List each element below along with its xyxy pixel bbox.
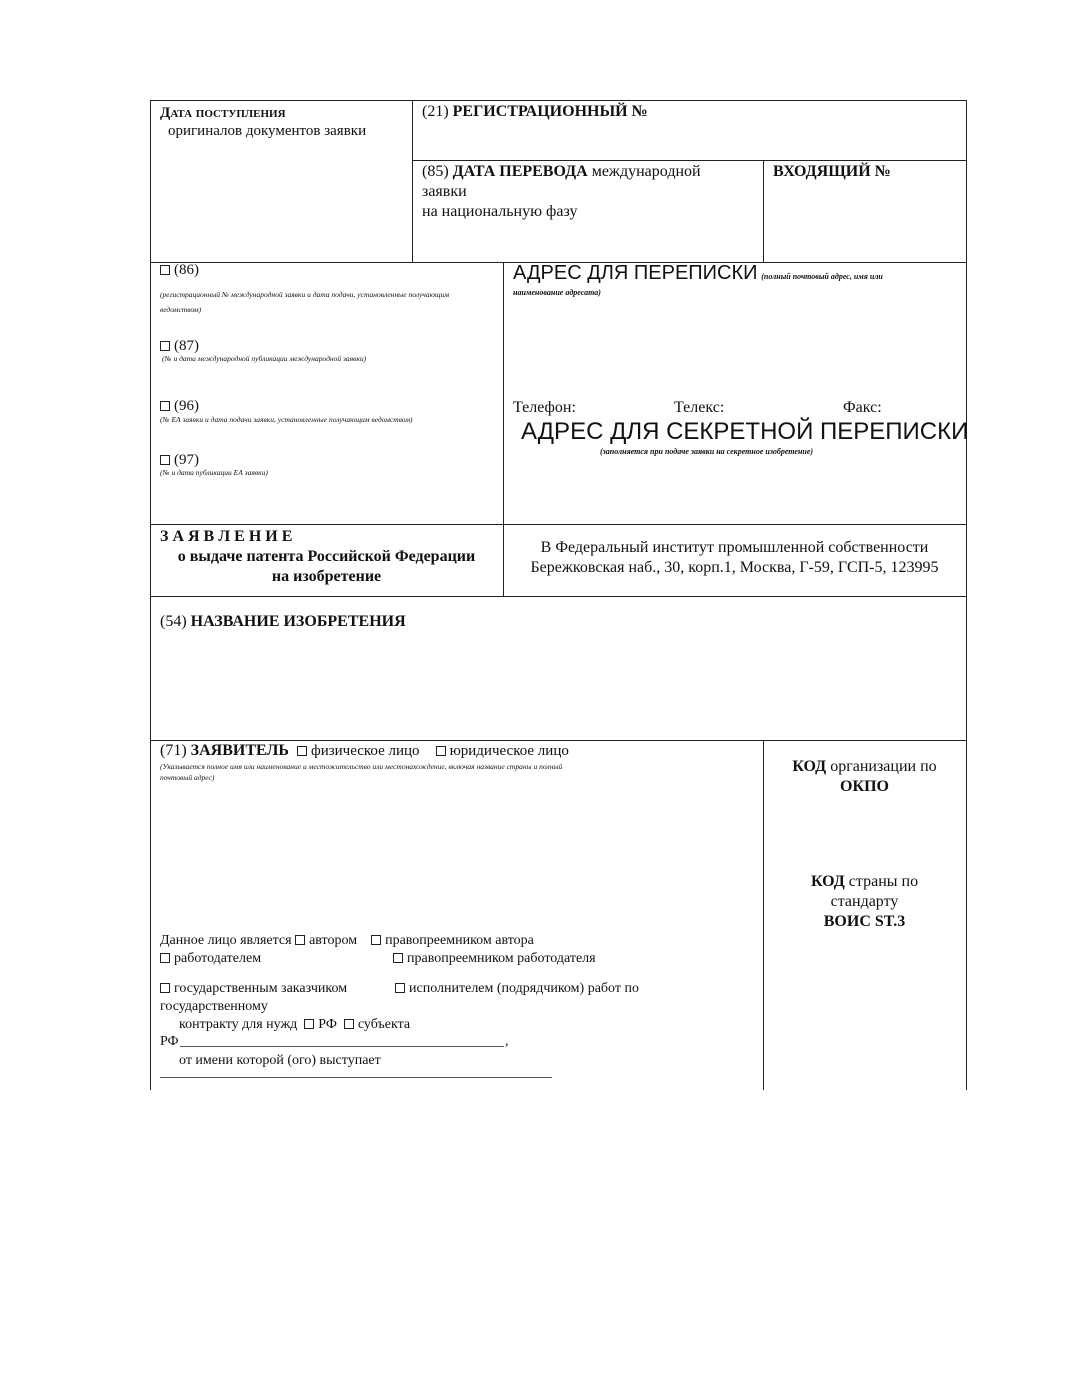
- patent-application-form: [150, 100, 969, 1090]
- check-97-note: (№ и дата публикации ЕА заявки): [160, 468, 268, 477]
- checkbox-rf[interactable]: [304, 1019, 314, 1029]
- address-note: (полный почтовый адрес, имя или: [761, 272, 883, 281]
- option-label: исполнителем (подрядчиком) работ по: [409, 981, 639, 996]
- transfer-date-line3: на национальную фазу: [422, 203, 578, 220]
- checkbox-author-successor[interactable]: [371, 935, 381, 945]
- option-label: правопреемником работодателя: [407, 951, 596, 966]
- institute-line1: В Федеральный институт промышленной собственности: [540, 539, 929, 556]
- checkbox-author[interactable]: [295, 935, 305, 945]
- applicant-status-row3b: [395, 979, 639, 998]
- transfer-date-line2: заявки: [422, 183, 467, 200]
- field-code: (54): [160, 613, 187, 630]
- divider: [412, 100, 413, 262]
- statement-title: З А Я В Л Е Н И Е: [160, 528, 293, 545]
- check-96[interactable]: [160, 397, 199, 416]
- fax-label: Факс:: [843, 399, 882, 416]
- rf-blank-line[interactable]: [180, 1046, 504, 1047]
- frame-left-line: [150, 100, 151, 1090]
- checkbox-employer[interactable]: [160, 953, 170, 963]
- address-title: АДРЕС ДЛЯ ПЕРЕПИСКИ: [513, 262, 758, 284]
- check-86[interactable]: [160, 261, 199, 280]
- field-label: ДАТА ПЕРЕВОДА: [452, 163, 588, 180]
- divider: [412, 160, 966, 161]
- receipt-title: Дата поступления: [160, 105, 286, 121]
- invention-name-label: [160, 612, 406, 631]
- field-code: (71): [160, 742, 187, 759]
- checkbox[interactable]: [160, 265, 170, 275]
- applicant-note: (Указывается полное имя или наименование и местожительство или местонахождение, включая название страны и полный: [160, 762, 563, 771]
- check-86-note-2: ведомством): [160, 305, 202, 314]
- option-label: РФ: [318, 1017, 337, 1032]
- field-code: (87): [174, 338, 199, 354]
- field-code: (21): [422, 103, 449, 120]
- behalf-label: от имени которой (ого) выступает: [179, 1053, 381, 1068]
- institute-line2: Бережковская наб., 30, корп.1, Москва, Г-59, ГСП-5, 123995: [530, 559, 939, 576]
- registration-number-label: [422, 102, 648, 121]
- checkbox[interactable]: [160, 341, 170, 351]
- country-standard-name: ВОИС ST.3: [823, 913, 906, 930]
- check-96-note: (№ ЕА заявки и дата подачи заявки, установленные получающим ведомством): [160, 415, 413, 424]
- field-code: (85): [422, 163, 449, 180]
- code-rest: страны по: [848, 873, 919, 890]
- check-86-note: (регистрационный № международной заявки и дата подачи, установленные получающим: [160, 290, 450, 299]
- divider: [763, 160, 764, 262]
- frame-top-line: [150, 100, 966, 101]
- checkbox-contractor[interactable]: [395, 983, 405, 993]
- checkbox[interactable]: [160, 401, 170, 411]
- okpo-name: ОКПО: [840, 778, 889, 795]
- field-label: ЗАЯВИТЕЛЬ: [190, 742, 289, 759]
- field-label-rest: международной: [591, 163, 701, 180]
- correspondence-address-title: [513, 264, 883, 285]
- behalf-blank-line[interactable]: [160, 1077, 552, 1078]
- incoming-number-label: ВХОДЯЩИЙ №: [773, 163, 891, 180]
- field-label: РЕГИСТРАЦИОННЫЙ №: [452, 103, 648, 120]
- checkbox-employer-successor[interactable]: [393, 953, 403, 963]
- code-bold: КОД: [810, 873, 845, 890]
- field-code: (96): [174, 398, 199, 414]
- country-code-line2: стандарту: [830, 893, 899, 910]
- frame-right-line: [966, 100, 967, 1090]
- secret-address-note: (заполняется при подаче заявки на секретное изобретение): [600, 447, 814, 456]
- option-label: автором: [309, 933, 358, 948]
- state-word: государственному: [160, 999, 268, 1014]
- applicant-label: [160, 741, 569, 761]
- applicant-status-row3: [160, 979, 347, 998]
- option-label: государственным заказчиком: [174, 981, 348, 996]
- status-intro: Данное лицо является: [160, 933, 292, 948]
- phone-label: Телефон:: [513, 399, 576, 416]
- checkbox-physical-person[interactable]: [297, 746, 307, 756]
- country-code-label: [763, 872, 966, 891]
- option-label: физическое лицо: [310, 743, 420, 759]
- divider: [150, 524, 966, 525]
- address-note-2: наименование адресата): [513, 288, 601, 297]
- check-87-note: (№ и дата международной публикации международной заявки): [162, 354, 367, 363]
- code-rest: организации по: [830, 758, 937, 775]
- field-label: НАЗВАНИЕ ИЗОБРЕТЕНИЯ: [190, 613, 406, 630]
- contract-row: [179, 1015, 410, 1034]
- secret-address-title: АДРЕС ДЛЯ СЕКРЕТНОЙ ПЕРЕПИСКИ: [521, 418, 969, 445]
- option-label: субъекта: [357, 1017, 411, 1032]
- applicant-status-row2b: [393, 949, 596, 968]
- option-label: юридическое лицо: [449, 743, 569, 759]
- option-label: работодателем: [174, 951, 262, 966]
- applicant-note-2: почтовый адрес): [160, 773, 215, 782]
- divider: [150, 596, 966, 597]
- checkbox[interactable]: [160, 455, 170, 465]
- applicant-status-row2: [160, 949, 261, 968]
- checkbox-legal-entity[interactable]: [436, 746, 446, 756]
- contract-label: контракту для нужд: [179, 1017, 298, 1032]
- okpo-code-label: [763, 757, 966, 776]
- telex-label: Телекс:: [674, 399, 725, 416]
- rf-label: РФ: [160, 1034, 179, 1049]
- transfer-date-label: [422, 162, 701, 181]
- statement-line1: о выдаче патента Российской Федерации: [177, 548, 476, 565]
- checkbox-state-customer[interactable]: [160, 983, 170, 993]
- checkbox-subject[interactable]: [344, 1019, 354, 1029]
- option-label: правопреемником автора: [385, 933, 534, 948]
- statement-line2: на изобретение: [271, 568, 382, 585]
- field-code: (86): [174, 262, 199, 278]
- applicant-status-row1: [160, 931, 534, 950]
- receipt-subtitle: оригиналов документов заявки: [168, 123, 367, 139]
- field-code: (97): [174, 452, 199, 468]
- rf-comma: ,: [505, 1034, 509, 1049]
- code-bold: КОД: [792, 758, 827, 775]
